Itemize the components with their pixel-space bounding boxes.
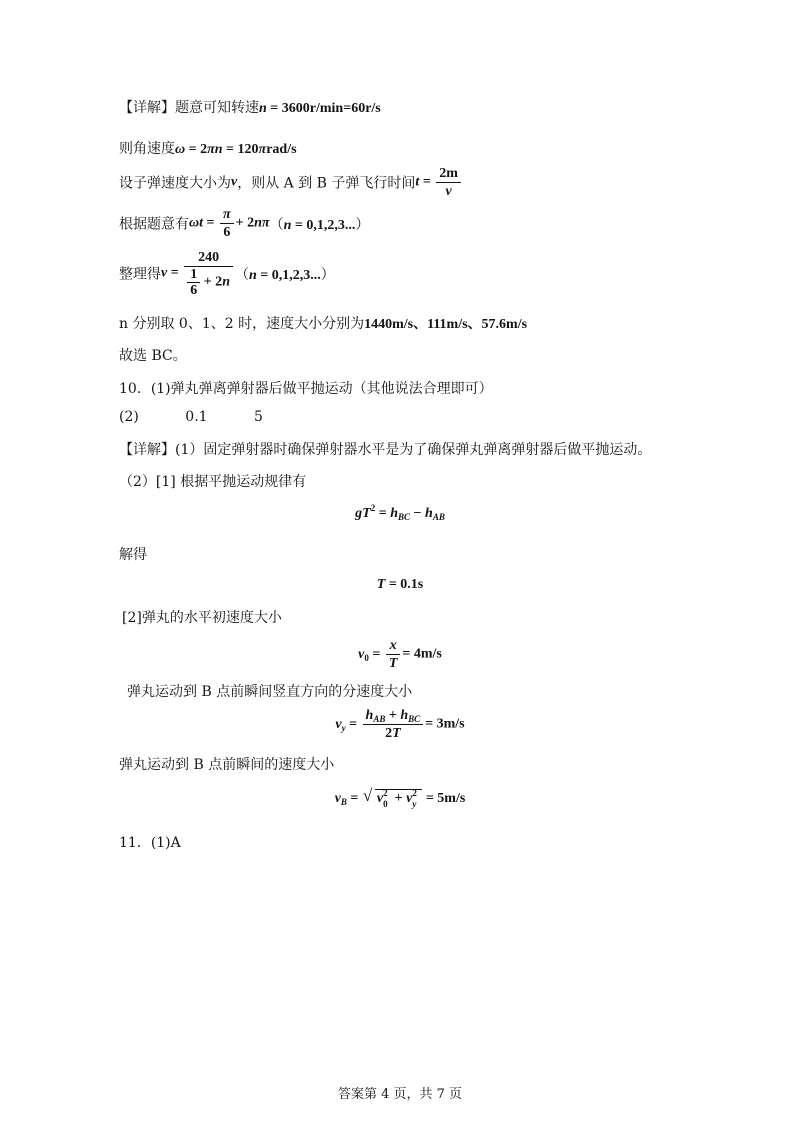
sqrt-expression: √ v 2 0 + v 2 y (363, 789, 422, 807)
final-speed-label: 弹丸运动到 B 点前瞬间的速度大小 (119, 757, 335, 773)
angular-velocity-label: 则角速度 (119, 141, 175, 157)
q10-answer-2 (119, 409, 263, 425)
solve-label: 解得 (119, 547, 147, 563)
page-footer: 答案第 4 页，共 7 页 (337, 1087, 463, 1102)
angular-velocity-line (119, 138, 297, 158)
q10-answer-2-label: (2) (119, 409, 139, 425)
q11-answer: 11．(1)A (119, 835, 181, 851)
vertical-speed-label: 弹丸运动到 B 点前瞬间竖直方向的分速度大小 (127, 684, 413, 700)
flight-time-line (119, 165, 463, 200)
final-speed-equation: $v_B$ = √ v 2 0 + v 2 y = 5m/s (0, 789, 800, 807)
q10-answer-2-value-1: 0.1 (185, 409, 208, 425)
bullet-speed-label: 设子弹速度大小为 (119, 175, 231, 192)
q10-answer-1: 10．(1)弹丸弹离弹射器后做平抛运动（其他说法合理即可） (119, 381, 493, 397)
motion-law-equation: $gT^2 = h_{BC} - h_{AB}$ (355, 503, 445, 522)
speed-values-label: n 分别取 0、1、2 时，速度大小分别为 (119, 316, 365, 332)
pi-over-six-fraction: $\frac{\pi}{6}$ (220, 206, 234, 241)
q10-part-2: （2）[1] 根据平抛运动规律有 (119, 474, 307, 490)
part-2b-label: [2]弹丸的水平初速度大小 (122, 610, 282, 626)
period-result: T = 0.1s (376, 577, 424, 592)
speed-result-n-values: （n = 0,1,2,3...） (234, 266, 335, 283)
rotation-speed-formula: n = 3600r/min=60r/s (259, 101, 381, 116)
angular-velocity-formula: ω = 2πn = 120πrad/s (175, 142, 297, 157)
condition-label: 根据题意有 (119, 216, 189, 233)
vertical-speed-fraction: $\frac{h_{AB} + h_{BC}}{2T}$ (363, 707, 424, 742)
speed-result-line (119, 249, 335, 298)
x-over-t-fraction: $\frac{x}{T}$ (386, 637, 401, 672)
detail-label-1: 【详解】题意可知转速 (119, 100, 259, 116)
q10-answer-2-value-2: 5 (254, 409, 263, 425)
speed-result-fraction: 240 $\frac{1}{6}$ + 2n (184, 249, 233, 298)
speed-result-label: 整理得 (119, 266, 161, 283)
speed-result-lhs: v = (161, 265, 183, 281)
bullet-speed-symbol: v (231, 174, 238, 190)
condition-formula-lhs: ωt = (189, 215, 218, 231)
condition-line (119, 206, 369, 241)
flight-time-label: ，则从 A 到 B 子弹飞行时间 (237, 175, 416, 192)
flight-time-formula: t = (415, 174, 435, 190)
horizontal-speed-equation: $v_0$ = $\frac{x}{T}$ = 4m/s (358, 638, 442, 671)
condition-formula-rhs: + 2nπ (235, 215, 270, 231)
vertical-speed-equation: $v_y$ = $\frac{h_{AB} + h_{BC}}{2T}$ = 3m/s (335, 708, 465, 741)
answer-choice-line: 故选 BC。 (119, 348, 187, 364)
detail-rotation-speed (119, 97, 381, 117)
speed-values: 1440m/s、111m/s、57.6m/s (364, 317, 528, 332)
flight-time-fraction: $\frac{2m}{v}$ (436, 165, 461, 200)
q10-detail: 【详解】(1）固定弹射器时确保弹射器水平是为了确保弹丸弹离弹射器后做平抛运动。 (119, 442, 652, 458)
condition-n-values: （n = 0,1,2,3...） (269, 216, 370, 233)
speed-values-line (119, 313, 527, 333)
